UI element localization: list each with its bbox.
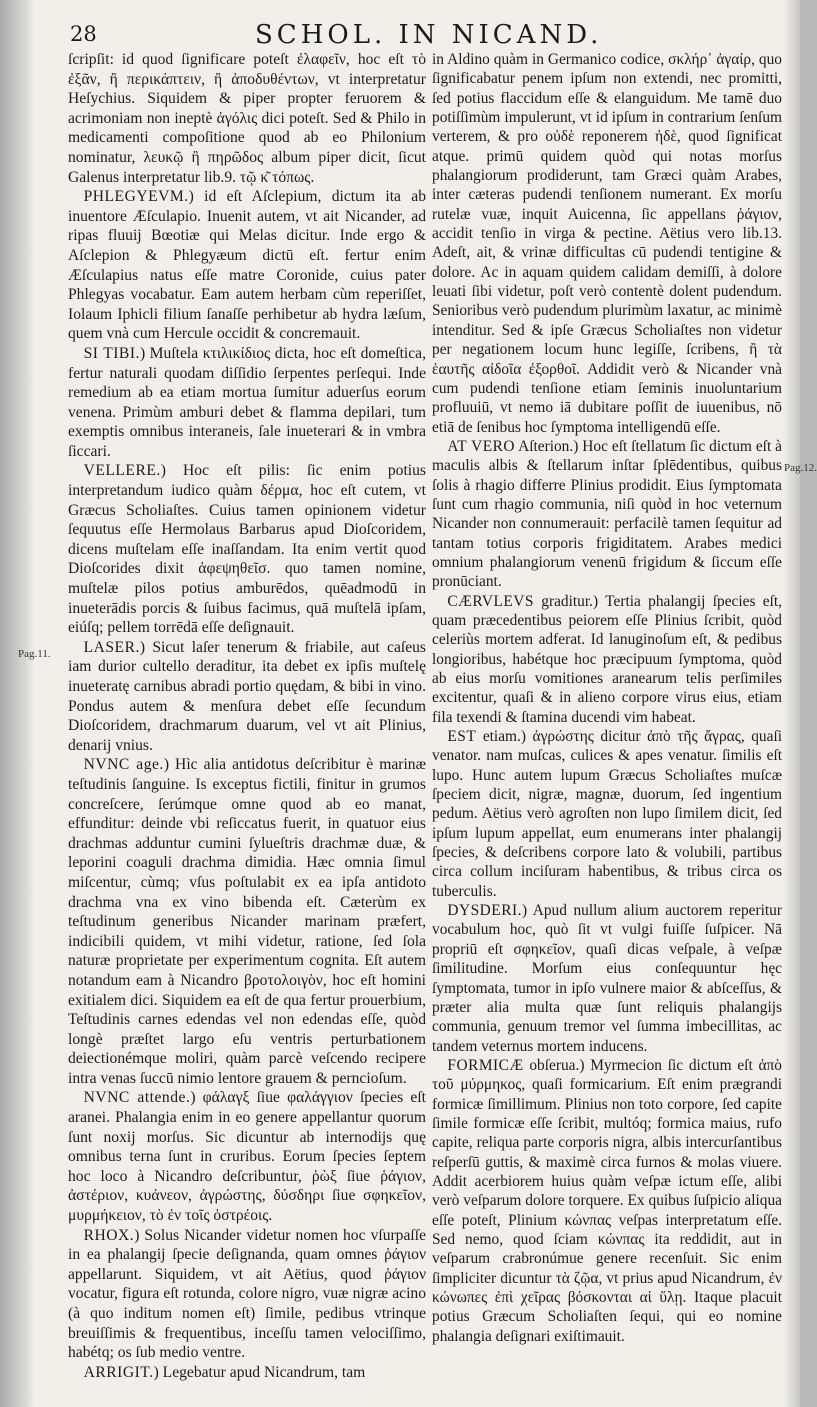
paragraph [432,901,782,1056]
paragraph [68,187,426,344]
paragraph [432,727,782,901]
paragraph-text: etiam.) ἀγρώστης dicitur ἀπὸ τῆς ἄγρας, quaſi venator. nam muſcas, culices & apes venatur. ſimilis eſt lupo. Hunc autem lupum Græcus Scholiaſtes muſcæ ſpeciem dicit, nigræ, magnæ, duorum, ſed ingentium pedum. Aëtius verò agroſten non lupo ſimilem dicit, ſed ipſum lupum appellat, eum enumerans inter phalangij ſpecies, & deſcribens corpore lato & volubili, partibus circa collum inciſuram habentibus, & tribus circa os tuberculis. [432,728,782,900]
paragraph [432,592,782,727]
paragraph-text: Aſterion.) Hoc eſt ſtellatum ſic dictum eſt à maculis albis & ſtellarum inſtar ſplēdentibus, quibus ſolis à rhagio differre Plinius prodidit. Eius ſymptomata ſunt cum rhagio communia, niſi quòd in hoc veternum Nicander non connumerauit: perfacilè tamen ſequitur ad tantam totius corporis frigiditatem. Arabes medici omnium phalangiorum venenū frigidum & ſiccum eſſe pronūciant. [432,437,782,591]
paragraph-lemma: CÆRVLEVS [447,592,534,610]
paragraph-text: graditur.) Tertia phalangij ſpecies eſt, quam præcedentibus peiorem eſſe Plinius ſcribit, quòd celeriùs mortem adferat. Id lanuginoſum eſt, & pedibus longioribus, habétque hoc præcipuum ſymptoma, quòd ab eius morſu vomitiones aranearum telis perſimiles excitentur, quaſi & in alieno corpore virus eius, etiam fila texendi & ſtamina ducendi vim habeat. [432,592,782,726]
paragraph-text: ) Hìc alia antidotus deſcribitur è marinæ teſtudinis ſanguine. Is exceptus fictili, finitur in grumos concreſcere, ſerúmque omne quod ab eo manat, effunditur: deinde vbi reſiccatus fuerit, in quatuor eius drachmas adduntur cumini ſylueſtris drachmæ duæ, & leporini coaguli drachma dimidia. Hæc omnia ſimul miſcentur, cùmq; vſus poſtulabit ex ea ipſa antidoto drachma vna ex vino bibenda eſt. Cæterùm ex teſtudinum generibus Nicander marinam præfert, indicibili quidem, vt mihi videtur, ratione, ſed ſola naturæ proprietate per experimentum cognita. Eſt autem notandum eam à Nicandro βροτολοιγὸν, hoc eſt homini exitialem dici. Siquidem ea eſt de qua fertur prouerbium, Teſtudinis carnes edendas vel non edendas eſſe, quòd longè præſtet largo eſu ventris perturbationem deiectionémque moliri, quàm parcè veſcendo recipere intra venas ſuccū nimio lentore grauem & perncioſum. [68,756,426,1087]
paragraph-lemma: RHOX. [83,1226,135,1244]
margin-note-left: Pag.11. [18,648,51,660]
paragraph-lemma: NVNC attende. [83,1089,191,1107]
paragraph-text: ) Muſtela κτιλικίδιος dicta, hoc eſt domeſtica, fertur naturali quodam diſſidio ſerpentes perſequi. Inde remedium ab ea etiam mortua ſumitur aduerſus eorum venena. Primùm amburi debet & flamma depilari, tum exemptis omnibus interaneis, ſale inueterari & in vmbra ſiccari. [68,344,426,460]
paragraph [68,344,426,462]
page-number: 28 [70,22,97,46]
paragraph [432,437,782,592]
paragraph-text: ) Apud nullum alium auctorem reperitur vocabulum hoc, quò ſit vt vulgi fuiſſe ſuſpicer. Nā propriū eſt σφηκεῖον, quaſi dicas veſpale, à veſpæ ſimilitudine. Morſum eius conſequuntur hęc ſymptomata, tumor in ipſo vulnere maior & abſceſſus, & præter alia multa quæ ſunt reliquis phalangijs communia, genuum tremor vel ſumma imbecillitas, ac tandem veternus mortem inducens. [432,902,782,1055]
margin-note-right: Pag.12. [784,462,817,474]
paragraph [68,755,426,1088]
paragraph-text: obſerua.) Myrmecion ſic dictum eſt ἀπὸ τοῦ μύρμηκος, quaſi formicarium. Eſt enim prægrandi formicæ ſimillimum. Plinius non toto corpore, ſed capite ſimile formicæ eſſe ſcribit, multóq; formica maius, rufo capite, reliqua parte corporis nigra, albis intercurſantibus reſperſū guttis, & maximè circa furnos & molas viuere. Addit acerbiorem huius quàm veſpæ ictum eſſe, alibi verò veſparum dolore torquere. Ex quibus ſuſpicio aliqua eſſe poteſt, Plinium κώνπας veſpas interpretatum eſſe. Sed nemo, quod ſciam κώνπας ita reddidit, aut in veſparum crabronúmue genere recenſuit. Sic enim ſimpliciter dicuntur τὰ ζῷα, vt prius apud Nicandrum, ἐν κώνωπες ἐπὶ χεῖρας βόσκονται αἱ ὕλῃ. Itaque placuit potius Græcum Scholiaſten ſequi, qui eo nomine phalangia deſignari exiſtimauit. [432,1056,782,1345]
paragraph-text: ) φάλαγξ ſiue φαλάγγιον ſpecies eſt aranei. Phalangia enim in eo genere appellantur quorum ſunt noxij morſus. Sic dicuntur ab internodijs quę omnibus terna ſunt in cruribus. Eorum ſpecies ſeptem hoc loco à Nicandro deſcribuntur, ῥὼξ ſiue ῥάγιον, ἀστέριον, κυάνεον, ἀγρώστης, δύσδηρι ſiue σφηκεῖον, μυρμήκειον, τὸ ἐν τοῖς ὀστρέοις. [68,1089,426,1225]
left-column [68,50,426,1382]
paragraph [68,1363,426,1383]
paragraph-text: ) Legebatur apud Nicandrum, tam [153,1363,366,1381]
page-spine-shadow [0,0,34,1407]
paragraph-lemma: PHLEGYEVM. [83,188,189,206]
paragraph-text: in Aldino quàm in Germanico codice, σκλήρ᾽ ἀγαίρ, quo ſignificabatur penem ipſum non extendi, nec promitti, ſed potius flaccidum eſſe & elanguidum. Me tamē duo potiſſimùm impulerunt, vt id ipſum in contrarium ſenſum verterem, & pro οὐδὲ reponerem ἠδὲ, quod ſignificat atque. primū quidem quòd qui notas morſus phalangiorum prodiderunt, tam Græci quàm Arabes, inter cæteras pudendi tenſionem numerant. Ex morſu rutelæ vuæ, inquit Auicenna, ſic appellans ῥάγιον, accidit tenſio in virga & pectine. Aëtius vero lib.13. Adeſt, ait, & vrinæ difficultas cū pudendi tentigine & dolore. Ac in aquam quidem calidam demiſſi, à dolore leuati ſibi videtur, poſt verò contentè dolent pudendum. Senioribus verò pudendum plurimùm laxatur, ac minimè intenditur. Sed & ipſe Græcus Scholiaſtes non videtur per negationem locum hunc legiſſe, ſcribens, ἢ τὰ ἑαυτῆς αἰδοῖα ἐξορθοῖ. Addidit verò & Nicander vnà cum pudendi tenſione etiam ſeminis inuoluntarium profluuiū, vt nemo iā dubitare poſſit de iuuenibus, nō etiā de ſenibus hoc ſymptoma intelligendū eſſe. [432,51,782,436]
paragraph [432,50,782,437]
paragraph-lemma: VELLERE. [83,462,161,480]
right-column [432,50,782,1346]
paragraph [432,1056,782,1346]
paragraph-lemma: ARRIGIT. [83,1363,154,1381]
paragraph-lemma: DYSDERI. [447,902,522,920]
paragraph-text: ) Solus Nicander videtur nomen hoc vſurpaſſe in ea phalangij ſpecie deſignanda, quam omnes ῥάγιον appellarunt. Siquidem, vt ait Aëtius, quod ῥάγιον vocatur, figura eſt rotunda, colore nigro, vuæ nigræ acino (à quo inditum nomen eſt) ſimile, pedibus vtrinque breuiſſimis & frequentibus, inceſſu tamen velociſſimo, habétq; os ſub medio ventre. [68,1226,426,1362]
running-head: SCHOL. IN NICAND. [255,20,603,50]
paragraph-text: ) id eſt Aſclepium, dictum ita ab inuentore Æſculapio. Inuenit autem, vt ait Nicander, ad ripas fluuij Bœotiæ qui Melas dicitur. Inde ergo & Aſclepion & Phlegyæum dictū eſt. fertur enim Æſculapius natus eſſe matre Coronide, cuius pater Phlegyas vocabatur. Eam autem herbam cùm reperiſſet, Iolaum Iphicli filium ſanaſſe perhibetur ab hydra læſum, quem vnà cum Hercule occidit & concremauit. [68,188,426,343]
paragraph [68,1088,426,1225]
paragraph [68,1226,426,1363]
paragraph-lemma: EST [447,728,477,746]
paragraph-lemma: SI TIBI. [83,344,140,362]
paragraph-text: ) Sicut laſer tenerum & friabile, aut caſeus iam durior cultello deraditur, ita debet ex ipſis muſtelę inueteratę carnibus abradi portio quędam, & bibi in vino. Pondus autem & menſura debet eſſe ſecundum Dioſcoridem, drachmarum duarum, vel vt ait Plinius, denarij vnius. [68,638,426,754]
paragraph-lemma: AT VERO [447,437,515,455]
paragraph-text: ſcripſit: id quod ſignificare poteſt ἐλαφεῖν, hoc eſt τὸ ἐξᾶν, ἢ περικάπτειν, ἢ ἀποδυθέντων, vt interpretatur Heſychius. Siquidem & piper propter feruorem & acrimoniam non ineptè ἀγόλις dici poteſt. Sed & Philo in medicamenti compoſitione quod ab eo Philonium nominatur, λευκῷ ἢ πηρῶδος album piper dicit, ſicut Galenus interpretatur lib.9. τῷ κ͂ τόπως. [68,51,426,186]
paragraph-text: ) Hoc eſt pilis: ſic enim potius interpretandum iudico quàm δέρμα, hoc eſt cutem, vt Græcus Scholiaſtes. Cuius tamen opinionem videtur ſequutus eſſe Hermolaus Barbarus apud Dioſcoridem, dicens muſtelam eſſe inaſſandam. Ita enim vertit quod Dioſcorides dixit ἀφεψηθεῖσ. quo tamen nomine, muſtelæ pilos potius amburēdos, quēadmodū in inueterādis porcis & ſuibus facimus, quā muſtelā ipſam, eiúſq; pellem torrēdā eſſe deſignauit. [68,462,426,637]
paragraph [68,638,426,756]
paragraph-lemma: FORMICÆ [447,1056,524,1074]
paragraph [68,50,426,187]
paragraph-lemma: NVNC age. [83,756,164,774]
paragraph [68,461,426,637]
paragraph-lemma: LASER. [83,638,140,656]
